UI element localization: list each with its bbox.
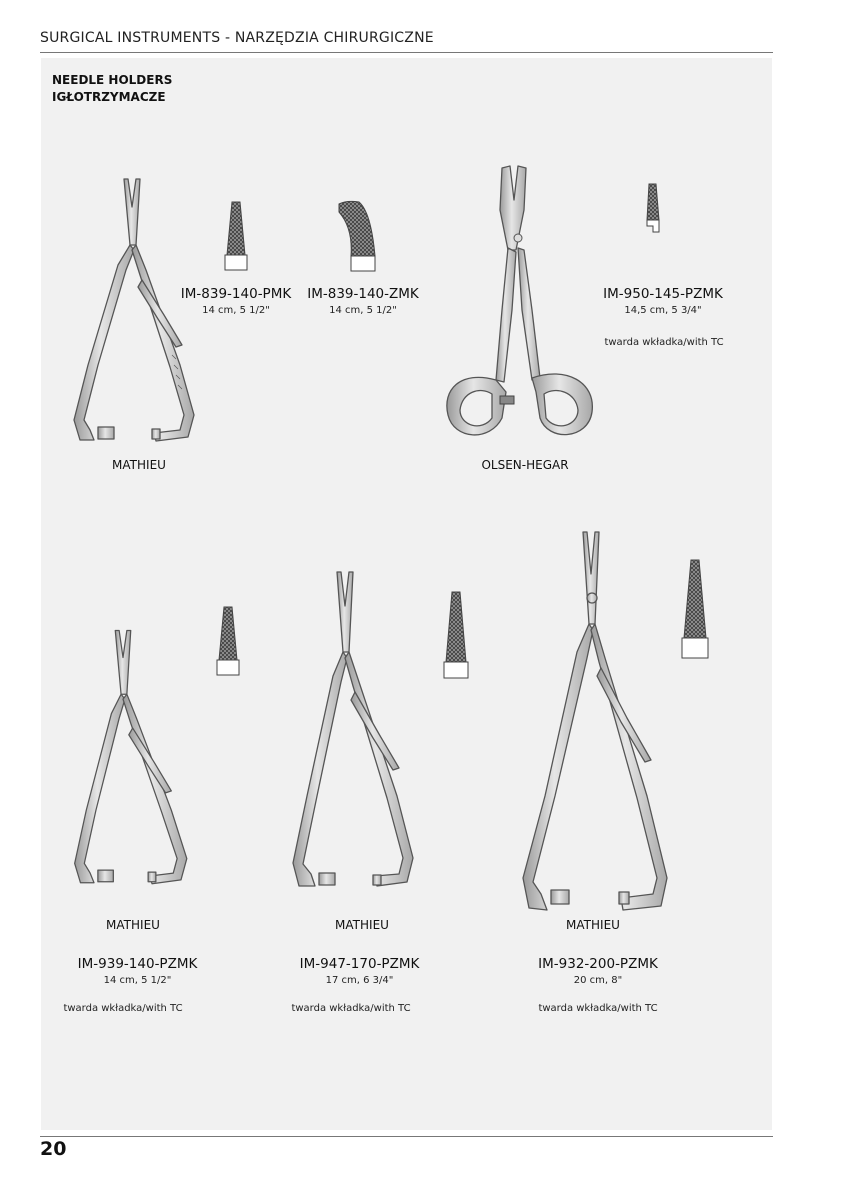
product-code: IM-939-140-PZMK: [77, 956, 198, 972]
instrument-name-mathieu-top: MATHIEU: [112, 458, 166, 472]
page-header-title: SURGICAL INSTRUMENTS - NARZĘDZIA CHIRURGICZNE: [40, 30, 434, 46]
header-divider: [40, 52, 773, 53]
section-title-en: NEEDLE HOLDERS: [52, 73, 173, 87]
instrument-name-olsen-hegar: OLSEN-HEGAR: [481, 458, 569, 472]
product-note: twarda wkładka/with TC: [291, 1003, 411, 1014]
page-number: 20: [40, 1138, 67, 1160]
product-code: IM-950-145-PZMK: [603, 286, 723, 302]
jaw-tip-olsen-hegar-image: [641, 180, 667, 240]
mathieu-needle-holder-image: [515, 528, 680, 920]
olsen-hegar-needle-holder-image: [440, 160, 605, 445]
product-note: twarda wkładka/with TC: [538, 1003, 658, 1014]
mathieu-needle-holder-image: [283, 568, 433, 898]
jaw-tip-straight-image: [213, 605, 243, 680]
product-code: IM-839-140-PMK: [180, 286, 292, 302]
product-size: 17 cm, 6 3/4": [325, 975, 394, 986]
product-note: twarda wkładka/with TC: [63, 1003, 183, 1014]
product-code: IM-839-140-ZMK: [307, 286, 419, 302]
product-size: 14 cm, 5 1/2": [103, 975, 172, 986]
footer-divider: [40, 1136, 773, 1137]
product-note: twarda wkładka/with TC: [604, 337, 724, 348]
instrument-name-mathieu: MATHIEU: [566, 918, 620, 932]
section-title-pl: IGŁOTRZYMACZE: [52, 90, 166, 104]
product-code: IM-932-200-PZMK: [538, 956, 658, 972]
mathieu-needle-holder-image: [65, 622, 210, 897]
instrument-name-mathieu: MATHIEU: [106, 918, 160, 932]
product-size: 20 cm, 8": [573, 975, 623, 986]
jaw-tip-straight-image: [221, 200, 251, 275]
jaw-tip-straight-image: [440, 590, 472, 685]
product-code: IM-947-170-PZMK: [299, 956, 420, 972]
jaw-tip-straight-image: [678, 558, 712, 663]
instrument-name-mathieu: MATHIEU: [335, 918, 389, 932]
jaw-tip-curved-image: [333, 198, 383, 276]
product-size: 14,5 cm, 5 3/4": [624, 305, 702, 316]
product-size: 14 cm, 5 1/2": [202, 305, 270, 316]
section-title: [52, 72, 172, 106]
product-size: 14 cm, 5 1/2": [329, 305, 397, 316]
